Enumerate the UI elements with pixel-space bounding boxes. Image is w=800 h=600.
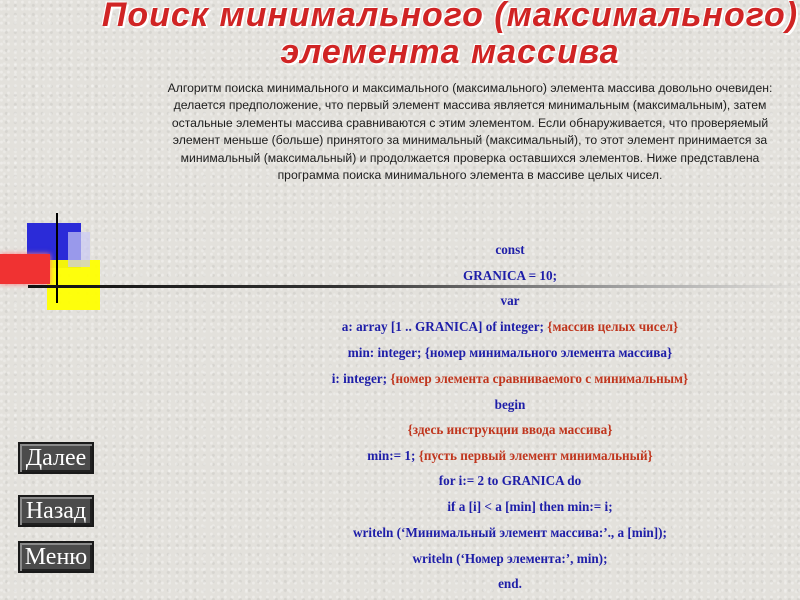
code-line: GRANICA = 10;: [463, 268, 557, 283]
code-line: [200, 319, 800, 335]
slide-title-line-1: Поиск минимального (максимального): [101, 0, 799, 34]
code-line: min: integer; {номер минимального элемента массива}: [347, 345, 673, 360]
code-line: const: [495, 242, 525, 257]
code-comment: {номер элемента сравниваемого с минимальным}: [390, 371, 689, 386]
code-line: var: [500, 293, 520, 308]
decorative-logo: [0, 210, 120, 310]
menu-button[interactable]: Меню: [18, 541, 94, 573]
code-text: min:= 1;: [367, 448, 419, 463]
red-square-shape: [0, 254, 50, 284]
code-comment: {массив целых чисел}: [547, 319, 679, 334]
code-line: writeln (‘Минимальный элемент массива:’., a [min]);: [353, 525, 667, 540]
back-button[interactable]: Назад: [18, 495, 94, 527]
next-button[interactable]: Далее: [18, 442, 94, 474]
code-line: for i:= 2 to GRANICA do: [438, 473, 582, 488]
code-text: a: array [1 .. GRANICA] of integer;: [341, 319, 548, 334]
code-text: i: integer;: [331, 371, 391, 386]
code-line: if a [i] < a [min] then min:= i;: [447, 499, 613, 514]
code-line: end.: [498, 576, 522, 591]
horizontal-divider: [28, 285, 800, 288]
vertical-line: [56, 213, 58, 303]
code-line: begin: [494, 397, 526, 412]
code-comment: {пусть первый элемент минимальный}: [418, 448, 653, 463]
intro-paragraph: Алгоритм поиска минимального и максимального (максимального) элемента массива довольно очевиден: делается предположение, что первый элемент массива является минимальным (максимальным), затем остальные элементы массива сравниваются с этим элементом. Если обнаруживается, что проверяемый элемент меньше (больше) принятого за минимальный (максимальный), то этот элемент принимается за минимальный (максимальный) и продолжается проверка оставшихся элементов. Ниже представлена программа поиска минимального элемента в массиве целых чисел.: [167, 81, 773, 183]
code-line: [200, 371, 800, 387]
slide-title-line-2: элемента массива: [280, 33, 620, 71]
light-square-shape: [68, 232, 90, 267]
code-line: writeln (‘Номер элемента:’, min);: [412, 551, 608, 566]
code-comment-line: {здесь инструкции ввода массива}: [407, 422, 613, 437]
code-line: [200, 448, 800, 464]
